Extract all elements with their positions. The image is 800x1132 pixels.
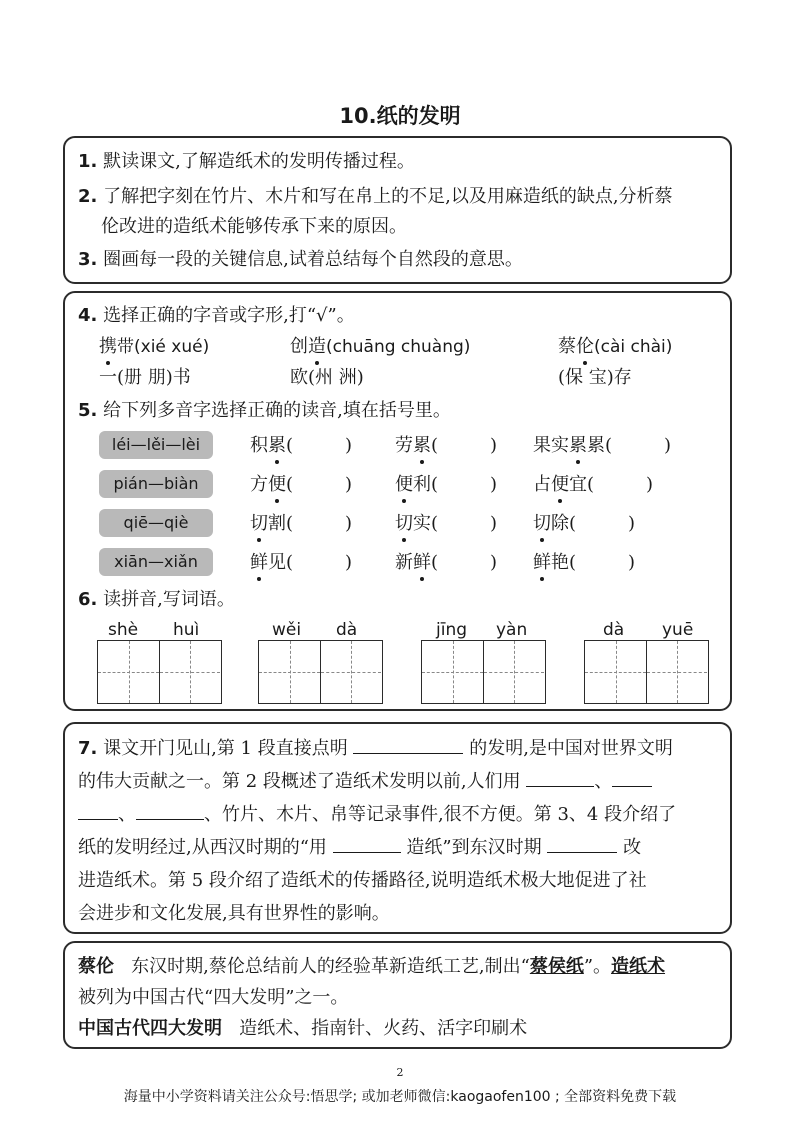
q7-blank-1[interactable]	[353, 737, 463, 754]
q6-pinyin-1b: huì	[173, 620, 200, 640]
q7-blank-6[interactable]	[547, 836, 617, 853]
q5-item-laolei[interactable]: 劳累( )	[395, 435, 498, 456]
q6-pinyin-2a: wěi	[272, 620, 302, 640]
q5-item-guoshileilei[interactable]: 果实累累( )	[533, 435, 672, 456]
q7-blank-2[interactable]	[526, 770, 594, 787]
q7-blank-3b[interactable]	[78, 803, 118, 820]
q5-item-fangbian[interactable]: 方便( )	[250, 474, 353, 495]
q6-title: 6. 读拼音,写词语。	[78, 589, 235, 610]
goal-3: 3. 圈画每一段的关键信息,试着总结每个自然段的意思。	[78, 249, 523, 270]
q5-item-xianjian[interactable]: 鲜见( )	[250, 552, 353, 573]
q5-tag-bian: pián—biàn	[99, 470, 213, 498]
q6-pinyin-1a: shè	[108, 620, 139, 640]
q5-tag-qie: qiē—qiè	[99, 509, 213, 537]
q7-line-5: 进造纸术。第 5 段介绍了造纸术的传播路径,说明造纸术极大地促进了社	[78, 870, 647, 891]
q4-item-xiedai[interactable]: 携带(xié xué)	[99, 336, 210, 357]
note-line-1: 蔡伦 东汉时期,蔡伦总结前人的经验革新造纸工艺,制出“蔡侯纸”。造纸术	[78, 956, 666, 977]
q7-line-1: 7. 课文开门见山,第 1 段直接点明 的发明,是中国对世界文明	[78, 738, 673, 759]
q5-item-qiechu[interactable]: 切除( )	[533, 513, 636, 534]
q7-blank-5[interactable]	[333, 836, 401, 853]
q5-item-xianyan[interactable]: 鲜艳( )	[533, 552, 636, 573]
q4-item-chuangzao[interactable]: 创造(chuāng chuàng)	[290, 336, 471, 357]
q7-line-2: 的伟大贡献之一。第 2 段概述了造纸术发明以前,人们用 、	[78, 770, 652, 794]
q7-blank-4[interactable]	[136, 803, 204, 820]
q4-item-zhou[interactable]: 欧(州 洲)	[290, 367, 364, 388]
q7-blank-3[interactable]	[612, 770, 652, 787]
q4-title: 4. 选择正确的字音或字形,打“√”。	[78, 305, 355, 326]
q6-answer-grid-4[interactable]	[584, 640, 709, 704]
q5-item-qiege[interactable]: 切割( )	[250, 513, 353, 534]
q4-item-cailun[interactable]: 蔡伦(cài chài)	[558, 336, 673, 357]
q7-line-4: 纸的发明经过,从西汉时期的“用 造纸”到东汉时期 改	[78, 837, 642, 858]
q6-pinyin-4b: yuē	[662, 620, 694, 640]
q6-pinyin-4a: dà	[603, 620, 625, 640]
q5-item-zhanpianyi[interactable]: 占便宜( )	[533, 474, 654, 495]
goal-2-line-1: 2. 了解把字刻在竹片、木片和写在帛上的不足,以及用麻造纸的缺点,分析蔡	[78, 186, 673, 207]
goal-1: 1. 默读课文,了解造纸术的发明传播过程。	[78, 151, 415, 172]
q6-answer-grid-1[interactable]	[97, 640, 222, 704]
note-line-2: 被列为中国古代“四大发明”之一。	[78, 987, 349, 1008]
q5-item-bianli[interactable]: 便利( )	[395, 474, 498, 495]
page-number: 2	[396, 1066, 404, 1079]
q7-line-6: 会进步和文化发展,具有世界性的影响。	[78, 903, 390, 924]
note-line-3: 中国古代四大发明 造纸术、指南针、火药、活字印刷术	[78, 1018, 528, 1039]
q5-item-qieshi[interactable]: 切实( )	[395, 513, 498, 534]
q6-answer-grid-3[interactable]	[421, 640, 546, 704]
q6-pinyin-3b: yàn	[496, 620, 528, 640]
q5-tag-lei: léi—lěi—lèi	[99, 431, 213, 459]
q5-item-xinxian[interactable]: 新鲜( )	[395, 552, 498, 573]
q5-title: 5. 给下列多音字选择正确的读音,填在括号里。	[78, 400, 451, 421]
q6-pinyin-2b: dà	[336, 620, 358, 640]
q4-item-bao[interactable]: (保 宝)存	[558, 367, 632, 388]
page-title: 10.纸的发明	[339, 104, 461, 128]
q5-tag-xian: xiān—xiǎn	[99, 548, 213, 576]
footer-notice: 海量中小学资料请关注公众号:悟思学; 或加老师微信:kaogaofen100 ; 全部资料免费下载	[123, 1089, 677, 1105]
q6-answer-grid-2[interactable]	[258, 640, 383, 704]
q5-item-jilei[interactable]: 积累( )	[250, 435, 353, 456]
goal-2-line-2: 伦改进的造纸术能够传承下来的原因。	[101, 216, 407, 237]
q4-item-ce[interactable]: 一(册 朋)书	[99, 367, 191, 388]
q7-line-3: 、 、竹片、木片、帛等记录事件,很不方便。第 3、4 段介绍了	[78, 803, 676, 827]
q6-pinyin-3a: jīng	[436, 620, 468, 640]
